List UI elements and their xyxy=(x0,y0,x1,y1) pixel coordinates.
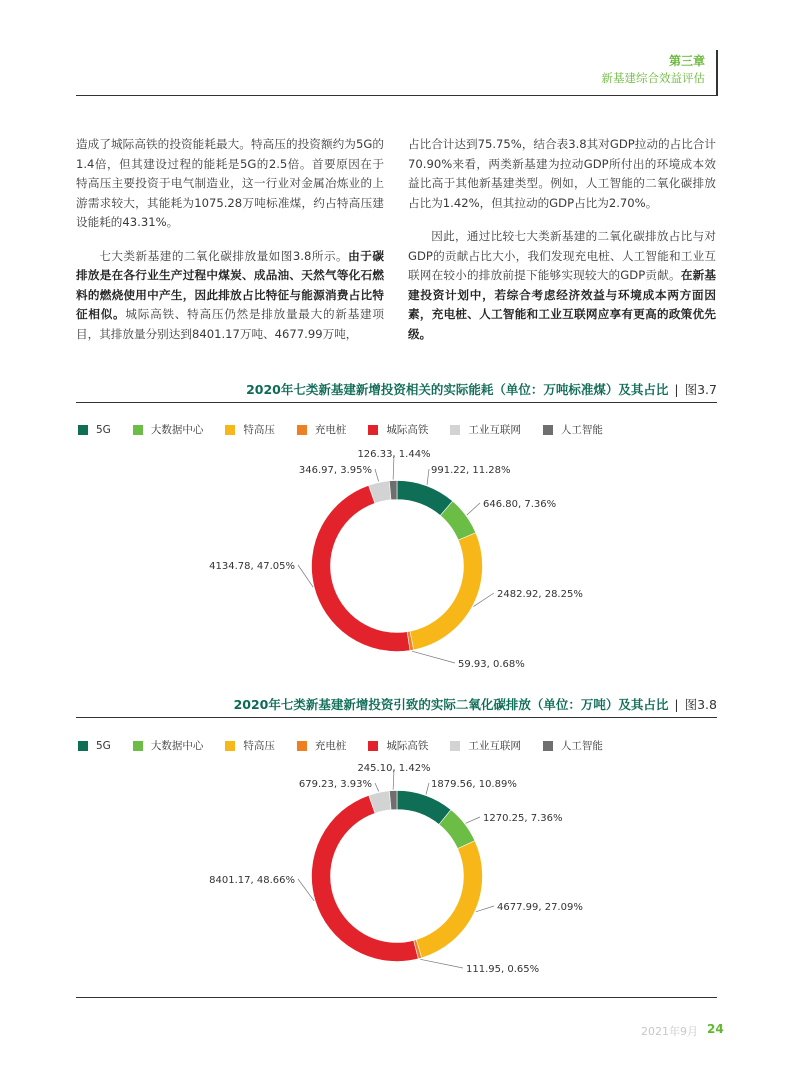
legend-label: 特高压 xyxy=(243,740,275,752)
right-paragraph-1: 占比合计达到75.75%，结合表3.8其对GDP拉动的占比合计70.90%来看，两类新基建为拉动GDP所付出的环境成本效益比高于其他新基建类型。例如，人工智能的二氧化碳排放占比为1.42%，但其拉动的GDP占比为2.70%。 xyxy=(408,137,716,210)
legend-item-charging-pile xyxy=(297,422,347,437)
legend-label: 人工智能 xyxy=(560,424,603,436)
legend-label: 人工智能 xyxy=(560,740,603,752)
legend-label: 城际高铁 xyxy=(386,424,429,436)
figure-3-8-legend xyxy=(78,738,625,753)
donut-slice-intercity-rail xyxy=(311,795,418,961)
donut-slice-uhv xyxy=(410,533,483,650)
leader-line-5g xyxy=(427,469,429,485)
data-label-charging-pile: 59.93, 0.68% xyxy=(458,659,525,670)
legend-label: 工业互联网 xyxy=(468,740,521,752)
footer-rule xyxy=(76,997,717,998)
left-paragraph-2: 七大类新基建的二氧化碳排放量如图3.8所示。由于碳排放是在各行业生产过程中煤炭、成品油、天然气等化石燃料的燃烧使用中产生，因此排放占比特征与能源消费占比特征相似。城际高铁、特高压仍然是排放量最大的新基建项目，其排放量分别达到8401.17万吨、4677.99万吨， xyxy=(76,248,384,341)
legend-label: 特高压 xyxy=(243,424,275,436)
donut-slice-uhv xyxy=(416,841,482,958)
figure-3-8-number: 图3.8 xyxy=(684,697,717,712)
legend-swatch xyxy=(368,741,378,751)
legend-item-5g xyxy=(78,740,111,752)
data-label-5g: 1879.56, 10.89% xyxy=(431,779,517,790)
legend-label: 大数据中心 xyxy=(150,424,204,436)
legend-swatch xyxy=(297,741,307,751)
leader-line-intercity-rail xyxy=(298,565,313,587)
leader-line-industrial-internet xyxy=(375,783,379,791)
figure-3-8-donut xyxy=(0,755,793,1005)
figure-3-8-rule xyxy=(76,717,717,718)
legend-item-uhv xyxy=(225,422,275,437)
chapter-subtitle: 新基建综合效益评估 xyxy=(601,71,705,85)
leader-line-5g xyxy=(426,783,429,795)
legend-item-ai xyxy=(543,422,603,437)
donut-slice-ai xyxy=(389,791,397,810)
legend-swatch xyxy=(450,741,460,751)
leader-line-big-data xyxy=(467,503,480,515)
legend-item-industrial-internet xyxy=(450,738,521,753)
legend-swatch xyxy=(133,425,143,435)
data-label-5g: 991.22, 11.28% xyxy=(431,465,511,476)
legend-swatch xyxy=(543,425,553,435)
legend-item-industrial-internet xyxy=(450,422,521,437)
legend-label: 城际高铁 xyxy=(386,740,429,752)
left-paragraph-1: 造成了城际高铁的投资能耗最大。特高压的投资额约为5G的1.4倍，但其建设过程的能耗是5G的2.5倍。首要原因在于特高压主要投资于电气制造业，这一行业对金属冶炼业的上游需求较大，其能耗为1075.28万吨标准煤，约占特高压建设能耗的43.31%。 xyxy=(76,137,384,229)
leader-line-charging-pile xyxy=(412,651,455,663)
legend-swatch xyxy=(368,425,378,435)
legend-swatch xyxy=(450,425,460,435)
legend-item-big-data xyxy=(133,422,204,437)
header-rule xyxy=(76,95,717,96)
figure-3-7-legend xyxy=(78,422,625,437)
figure-3-7-number: 图3.7 xyxy=(684,382,717,397)
legend-swatch xyxy=(543,741,553,751)
leader-line-big-data xyxy=(466,817,480,823)
header-divider xyxy=(716,50,718,96)
data-label-intercity-rail: 8401.17, 48.66% xyxy=(209,875,295,886)
legend-item-5g xyxy=(78,424,111,436)
figure-3-8-title: 2020年七类新基建新增投资引致的实际二氧化碳排放（单位：万吨）及其占比 | 图3.8 xyxy=(233,697,717,712)
legend-item-charging-pile xyxy=(297,738,347,753)
legend-swatch xyxy=(78,741,88,751)
leader-line-uhv xyxy=(476,906,494,912)
leader-line-charging-pile xyxy=(420,959,463,968)
data-label-intercity-rail: 4134.78, 47.05% xyxy=(209,561,295,572)
legend-item-ai xyxy=(543,738,603,753)
figure-3-8-caption: 2020年七类新基建新增投资引致的实际二氧化碳排放（单位：万吨）及其占比 xyxy=(233,697,669,712)
data-label-big-data: 646.80, 7.36% xyxy=(483,499,557,510)
legend-label: 充电桩 xyxy=(314,740,347,752)
donut-slice-5g xyxy=(397,481,453,516)
donut-slice-ai xyxy=(389,481,397,500)
figure-3-7-rule xyxy=(76,402,717,403)
data-label-uhv: 4677.99, 27.09% xyxy=(497,902,583,913)
data-label-uhv: 2482.92, 28.25% xyxy=(497,589,583,600)
legend-swatch xyxy=(225,741,235,751)
legend-item-big-data xyxy=(133,738,204,753)
donut-slice-intercity-rail xyxy=(312,485,411,651)
data-label-charging-pile: 111.95, 0.65% xyxy=(466,964,540,975)
data-label-industrial-internet: 679.23, 3.93% xyxy=(298,779,372,790)
legend-swatch xyxy=(225,425,235,435)
figure-3-7-title: 2020年七类新基建新增投资相关的实际能耗（单位：万吨标准煤）及其占比 | 图3.7 xyxy=(246,382,717,397)
legend-label: 大数据中心 xyxy=(150,740,204,752)
legend-label: 工业互联网 xyxy=(468,424,521,436)
data-label-big-data: 1270.25, 7.36% xyxy=(483,813,563,824)
legend-swatch xyxy=(78,425,88,435)
legend-label: 5G xyxy=(96,423,111,436)
legend-item-intercity-rail xyxy=(368,738,428,753)
data-label-industrial-internet: 346.97, 3.95% xyxy=(298,465,372,476)
left-column xyxy=(76,135,384,358)
legend-item-intercity-rail xyxy=(368,422,428,437)
chapter-label: 第三章 xyxy=(668,54,705,68)
right-column xyxy=(408,135,716,358)
legend-swatch xyxy=(133,741,143,751)
footer-date: 2021年9月 xyxy=(641,1025,698,1038)
legend-label: 充电桩 xyxy=(314,424,347,436)
data-label-ai: 245.10, 1.42% xyxy=(357,763,431,774)
figure-3-7-caption: 2020年七类新基建新增投资相关的实际能耗（单位：万吨标准煤）及其占比 xyxy=(246,382,669,397)
legend-swatch xyxy=(297,425,307,435)
legend-item-uhv xyxy=(225,738,275,753)
right-paragraph-2: 因此，通过比较七大类新基建的二氧化碳排放占比与对GDP的贡献占比大小，我们发现充电桩、人工智能和工业互联网在较小的排放前提下能够实现较大的GDP贡献。在新基建投资计划中，若综合考虑经济效益与环境成本两方面因素，充电桩、人工智能和工业互联网应享有更高的政策优先级。 xyxy=(408,229,716,341)
leader-line-industrial-internet xyxy=(375,469,379,481)
figure-3-7-donut xyxy=(0,445,793,695)
page-number: 24 xyxy=(707,1022,724,1036)
legend-label: 5G xyxy=(96,739,111,752)
data-label-ai: 126.33, 1.44% xyxy=(357,449,431,460)
